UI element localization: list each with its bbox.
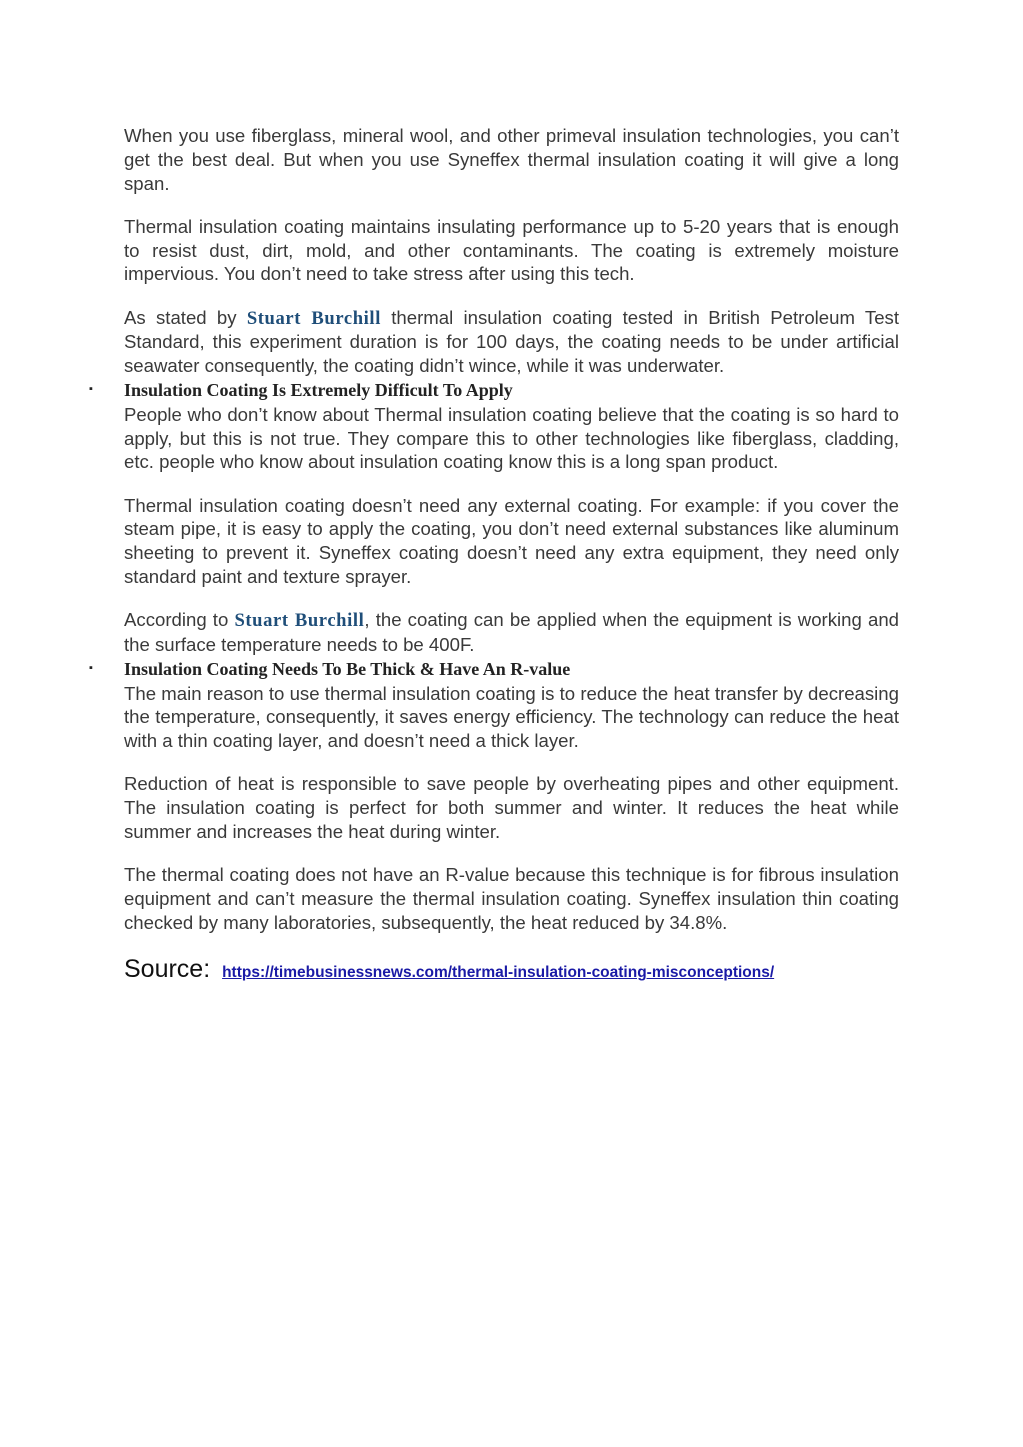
paragraph-temperature [124, 608, 899, 657]
bullet-square-icon: ▪ [89, 661, 93, 674]
paragraph-external-coating: Thermal insulation coating doesn’t need any external coating. For example: if you cover the steam pipe, it is easy to apply the coating, you don’t need external substances like aluminum sheeting to prevent it. Syneffex coating doesn’t need any extra equipment, they need only standard paint and texture sprayer. [124, 494, 899, 587]
paragraph-application: People who don’t know about Thermal insulation coating believe that the coating is so hard to apply, but this is not true. They compare this to other technologies like fiberglass, cladding, etc. people who know about insulation coating know this is a long span product. [124, 403, 899, 473]
bullet-item-difficult-to-apply [89, 378, 899, 403]
paragraph-text: , the coating can be applied when the equipment is working and the surface temperature needs to be 400F. [124, 609, 900, 655]
paragraph-performance: Thermal insulation coating maintains insulating performance up to 5-20 years that is enough to resist dust, dirt, mold, and other contaminants. The coating is extremely moisture impervious. You don’t need to take stress after using this tech. [124, 215, 899, 285]
source-line [124, 955, 899, 985]
paragraph-text: According to [124, 609, 235, 631]
source-link[interactable]: https://timebusinessnews.com/thermal-insulation-coating-misconceptions/ [222, 964, 775, 982]
bullet-square-icon: ▪ [89, 382, 93, 395]
bullet-heading: Insulation Coating Is Extremely Difficult To Apply [124, 379, 513, 400]
paragraph-text: thermal insulation coating tested in British Petroleum Test Standard, this experiment duration is for 100 days, the coating needs to be under artificial seawater consequently, the coating didn’t wince, while it was underwater. [124, 306, 900, 377]
paragraph-r-value: The thermal coating does not have an R-value because this technique is for fibrous insulation equipment and can’t measure the thermal insulation coating. Syneffex insulation thin coating checked by many laboratories, subsequently, the heat reduced by 34.8%. [124, 864, 899, 933]
paragraph-text: As stated by [124, 306, 247, 328]
bullet-item-thick-r-value [89, 657, 899, 682]
paragraph-heat-transfer: The main reason to use thermal insulation coating is to reduce the heat transfer by decreasing the temperature, consequently, it saves energy efficiency. The technology can reduce the heat with a thin coating layer, and doesn’t need a thick layer. [124, 682, 899, 752]
paragraph-bp-test [124, 306, 899, 378]
document-body [89, 124, 900, 985]
paragraph-intro: When you use fiberglass, mineral wool, and other primeval insulation technologies, you can’t get the best deal. But when you use Syneffex thermal insulation coating it will give a long span. [124, 125, 899, 194]
bullet-heading: Insulation Coating Needs To Be Thick & Have An R-value [124, 658, 571, 679]
paragraph-heat-reduction: Reduction of heat is responsible to save people by overheating pipes and other equipment. The insulation coating is perfect for both summer and winter. It reduces the heat while summer and increases the heat during winter. [124, 773, 899, 842]
author-name-link[interactable]: Stuart Burchill [246, 307, 381, 329]
author-name-link[interactable]: Stuart Burchill [234, 610, 365, 632]
source-label: Source: [124, 955, 211, 984]
